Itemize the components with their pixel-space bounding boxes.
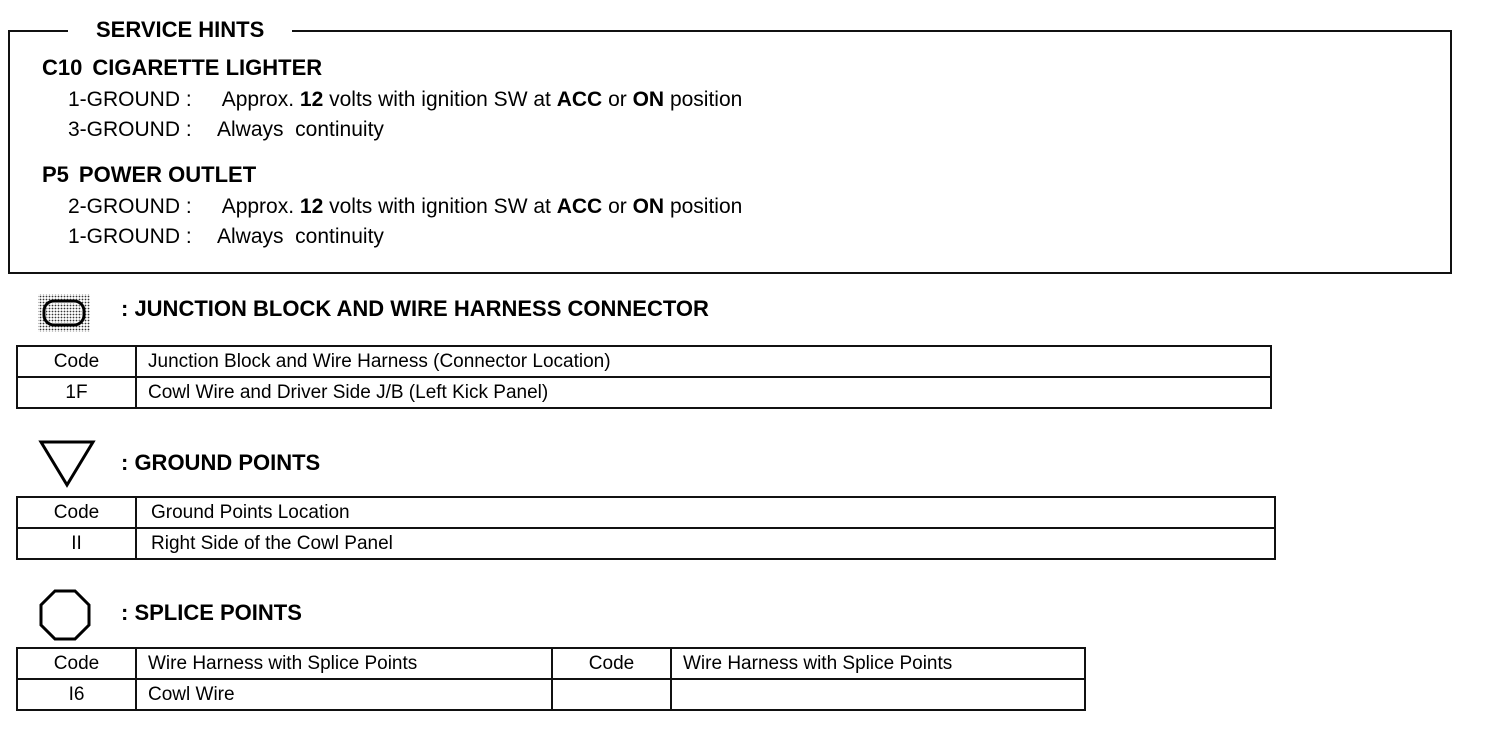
table-row: II Right Side of the Cowl Panel: [17, 528, 1275, 559]
ground-table: [16, 496, 1276, 560]
hint-line: 1-GROUND : Approx. 12 volts with ignition SW at ACC or ON position: [68, 88, 743, 111]
table-header-row: Code Junction Block and Wire Harness (Connector Location): [17, 346, 1271, 377]
component-name: CIGARETTE LIGHTER: [92, 55, 323, 80]
hint-line: 1-GROUND : Always continuity: [68, 225, 384, 248]
junction-section-title: : JUNCTION BLOCK AND WIRE HARNESS CONNECTOR: [121, 296, 709, 321]
component-code: P5: [42, 162, 69, 187]
splice-section-title: : SPLICE POINTS: [121, 600, 302, 625]
component-heading-p5: [42, 162, 256, 188]
splice-table: [16, 647, 1086, 711]
splice-octagon-icon: [38, 588, 92, 647]
junction-table: [16, 345, 1272, 409]
table-row: I6 Cowl Wire: [17, 679, 1085, 710]
component-code: C10: [42, 55, 83, 80]
junction-block-icon: [36, 292, 96, 339]
ground-triangle-icon: [38, 439, 96, 494]
table-row: 1F Cowl Wire and Driver Side J/B (Left Kick Panel): [17, 377, 1271, 408]
service-hints-title: SERVICE HINTS: [68, 15, 292, 45]
component-heading-c10: [42, 55, 322, 81]
component-name: POWER OUTLET: [78, 162, 257, 187]
hint-line: 2-GROUND : Approx. 12 volts with ignition SW at ACC or ON position: [68, 195, 743, 218]
table-header-row: Code Ground Points Location: [17, 497, 1275, 528]
hint-line: 3-GROUND : Always continuity: [68, 118, 384, 141]
table-header-row: Code Wire Harness with Splice Points Code Wire Harness with Splice Points: [17, 648, 1085, 679]
ground-section-title: : GROUND POINTS: [121, 450, 321, 475]
